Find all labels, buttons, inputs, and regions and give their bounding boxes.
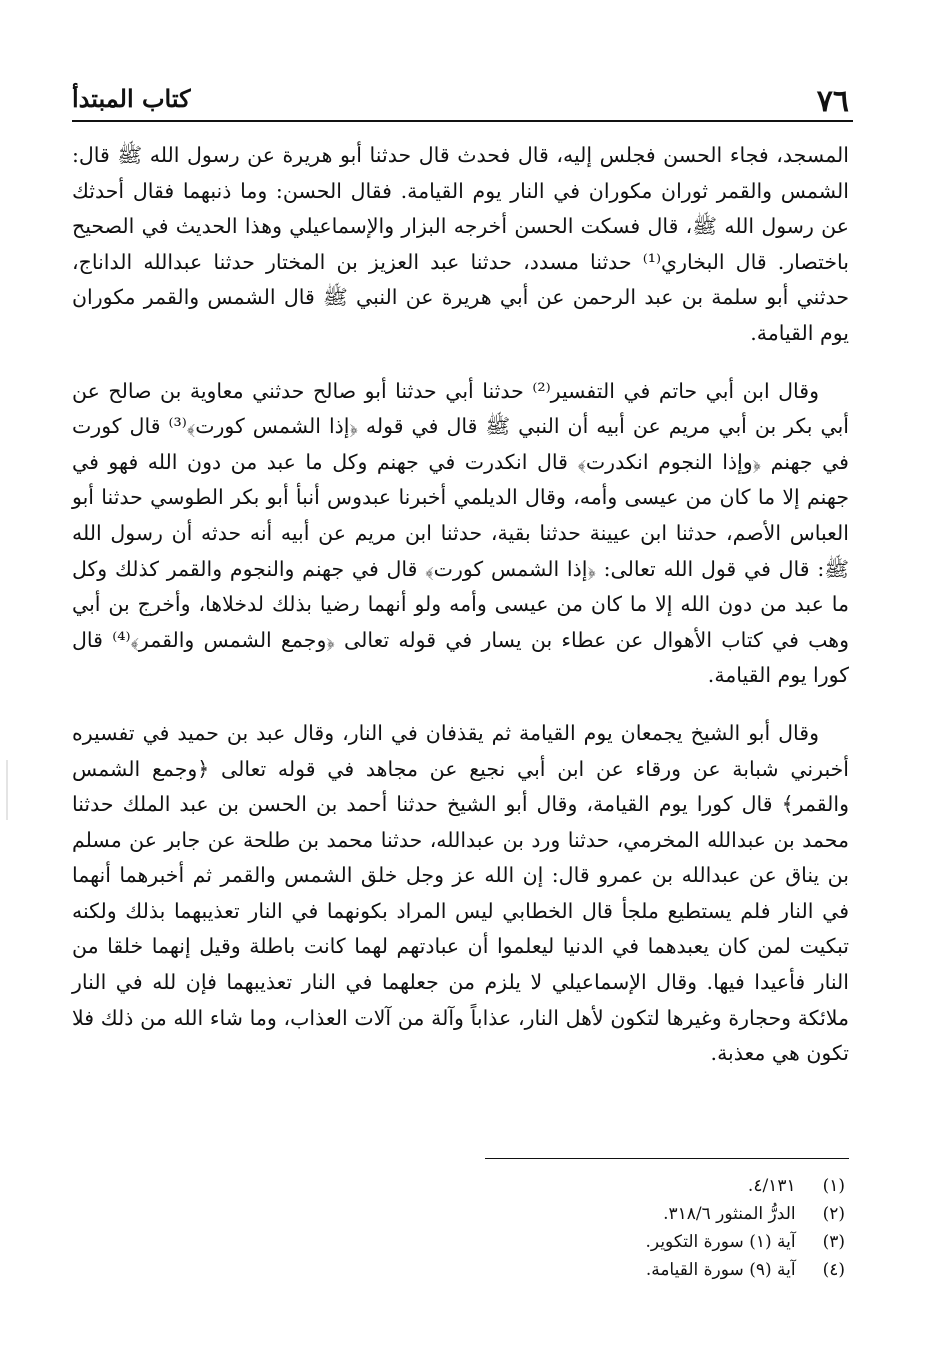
- footnote-1: [300, 1172, 845, 1200]
- footnote-4: [300, 1256, 845, 1284]
- footnote-text: آية (١) سورة التكوير.: [645, 1232, 796, 1252]
- footnote-text: آية (٩) سورة القيامة.: [645, 1260, 796, 1280]
- footnote-number: (٢): [822, 1204, 845, 1224]
- footnote-3: [300, 1228, 845, 1256]
- paragraph-1: المسجد، فجاء الحسن فجلس إليه، قال فحدث قال حدثنا أبو هريرة عن رسول الله ﷺ قال: الشمس والقمر ثوران مكوران في النار يوم القيامة. فقال الحسن: وما ذنبهما فقال أحدثك عن رسول الله ﷺ، قال فسكت الحسن أخرجه البزار والإسماعيلي وهذا الحديث في الصحيح باختصار. قال البخاري⁽¹⁾ حدثنا مسدد، حدثنا عبد العزيز بن المختار حدثنا عبدالله الداناج، حدثني أبو سلمة بن عبد الرحمن عن أبي هريرة عن النبي ﷺ قال الشمس والقمر مكوران يوم القيامة.: [72, 143, 849, 345]
- footnote-number: (٣): [822, 1232, 845, 1252]
- footnote-text: الدرُّ المنثور ٣١٨/٦.: [663, 1204, 796, 1224]
- footnote-2: [300, 1200, 845, 1228]
- footnote-number: (٤): [822, 1260, 845, 1280]
- footnotes: [300, 1172, 845, 1284]
- running-title: كتاب المبتدأ: [72, 84, 191, 113]
- page-number: ٧٦: [816, 84, 849, 119]
- page-header: [72, 78, 849, 122]
- paragraph-2: وقال ابن أبي حاتم في التفسير⁽²⁾ حدثنا أبي حدثنا أبو صالح حدثني معاوية بن صالح عن أبي بكر بن أبي مريم عن أبيه أن النبي ﷺ قال في قوله ﴿إذا الشمس كورت﴾⁽³⁾ قال كورت في جهنم ﴿وإذا النجوم انكدرت﴾ قال انكدرت في جهنم وكل ما عبد من دون الله فهو في جهنم إلا ما كان من عيسى وأمه، وقال الديلمي أخبرنا عبدوس أنبأ أبو بكر الطوسي حدثنا أبو العباس الأصم، حدثنا ابن عيينة حدثنا بقية، حدثنا ابن مريم عن أبيه أنه حدثه أن رسول الله ﷺ: قال في قول الله تعالى: ﴿إذا الشمس كورت﴾ قال في جهنم والنجوم والقمر كذلك وكل ما عبد من دون الله إلا ما كان من عيسى وأمه ولو أنهما رضيا بذلك لدخلاها، وأخرج بن أبي وهب في كتاب الأهوال عن عطاء بن يسار في قوله تعالى ﴿وجمع الشمس والقمر﴾⁽⁴⁾ قال كورا يوم القيامة.: [72, 378, 850, 688]
- scan-margin-mark: [6, 760, 8, 820]
- footnote-number: (١): [822, 1176, 845, 1196]
- footnote-text: ٤/١٣١.: [747, 1176, 796, 1196]
- footnote-rule: [485, 1158, 849, 1159]
- paragraph-3: وقال أبو الشيخ يجمعان يوم القيامة ثم يقذفان في النار، وقال عبد بن حميد في تفسيره أخبرني شبابة عن ورقاء عن ابن أبي نجيع عن مجاهد في قوله تعالى ﴿وجمع الشمس والقمر﴾ قال كورا يوم القيامة، وقال أبو الشيخ حدثنا أحمد بن الحسن بن عبد الملك حدثنا محمد بن عبدالله المخرمي، حدثنا ورد بن عبدالله، حدثنا محمد بن طلحة عن جابر عن مسلم بن يناق عن عبدالله بن عمرو قال: إن الله عز وجل خلق الشمس والقمر ثم أخبرهما أنهما في النار فلم يستطيع ملجأ قال الخطابي ليس المراد بكونهما في النار تعذيبهما بذلك ولكنه تبكيت لمن كان يعبدهما في الدنيا ليعلموا أن عبادتهم لهما كانت باطلة وقيل إنهما خلقا من النار فأعيدا فيها. وقال الإسماعيلي لا يلزم من جعلهما في النار تعذيبهما فإن لله في النار ملائكة وحجارة وغيرها لتكون لأهل النار، عذاباً وآلة من آلات العذاب، وما شاء الله من ذلك فلا تكون هي معذبة.: [72, 720, 849, 1066]
- header-rule: [72, 120, 853, 122]
- main-text: [72, 138, 849, 1094]
